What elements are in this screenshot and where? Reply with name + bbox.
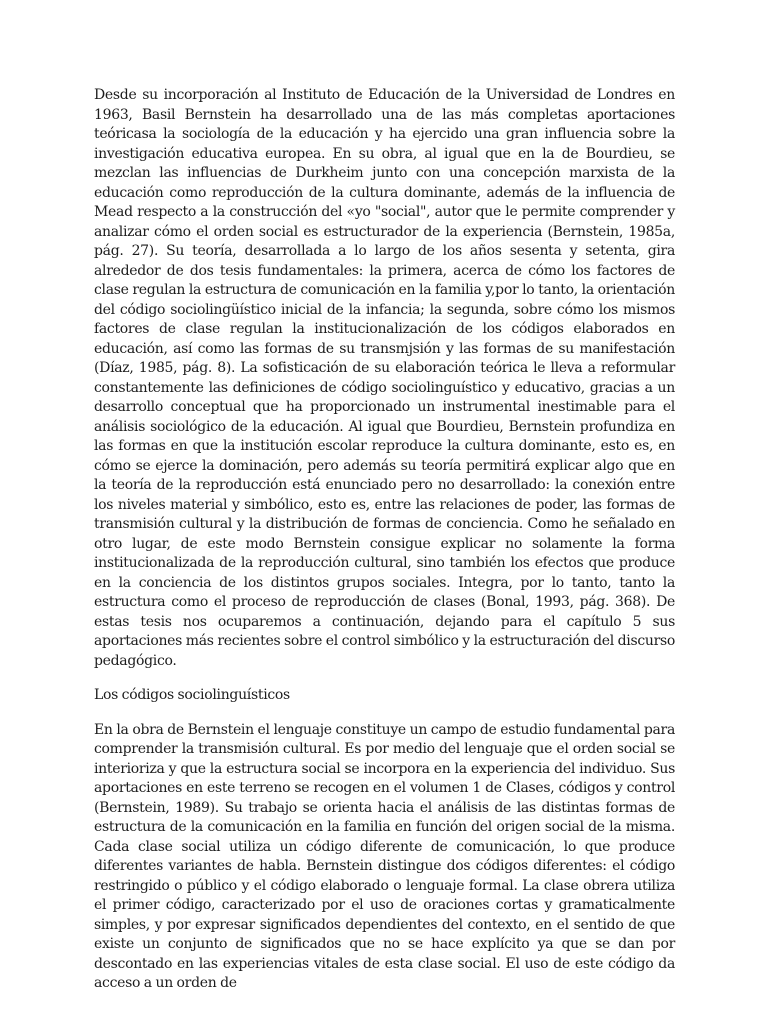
document-page bbox=[94, 86, 675, 994]
section-heading: Los códigos sociolinguísticos bbox=[94, 687, 290, 703]
body-paragraph-codes: En la obra de Bernstein el lenguaje constituye un campo de estudio fundamental para comprender la transmisión cultural. Es por medio del lenguaje que el orden social se interioriza y que la estructura social se incorpora en la experiencia del individuo. Sus aportaciones en este terreno se recogen en el volumen 1 de Clases, códigos y control (Bernstein, 1989). Su trabajo se orienta hacia el análisis de las distintas formas de estructura de la comunicación en la familia en función del origen social de la misma. Cada clase social utiliza un código diferente de comunicación, lo que produce diferentes variantes de habla. Bernstein distingue dos códigos diferentes: el código restringido o público y el código elaborado o lenguaje formal. La clase obrera utiliza el primer código, caracterizado por el uso de oraciones cortas y gramaticalmente simples, y por expresar significados dependientes del contexto, en el sentido de que existe un conjunto de significados que no se hace explícito ya que se dan por descontado en las experiencias vitales de esta clase social. El uso de este código da acceso a un orden de bbox=[94, 721, 675, 991]
body-paragraph-intro: Desde su incorporación al Instituto de Educación de la Universidad de Londres en 1963, Basil Bernstein ha desarrollado una de las más completas aportaciones teóricasa la sociología de la educación y ha ejercido una gran influencia sobre la investigación educativa europea. En su obra, al igual que en la de Bourdieu, se mezclan las influencias de Durkheim junto con una concepción marxista de la educación como reproducción de la cultura dominante, además de la influencia de Mead respecto a la construcción del «yo "social", autor que le permite comprender y analizar cómo el orden social es estructurador de la experiencia (Bernstein, 1985a, pág. 27). Su teoría, desarrollada a lo largo de los años sesenta y setenta, gira alrededor de dos tesis fundamentales: la primera, acerca de cómo los factores de clase regulan la estructura de comunicación en la familia y,por lo tanto, la orientación del código sociolingüístico inicial de la infancia; la segunda, sobre cómo los mismos factores de clase regulan la institucionalización de los códigos elaborados en educación, así como las formas de su transmjsión y las formas de su manifestación (Díaz, 1985, pág. 8). La sofisticación de su elaboración teórica le lleva a reformular constantemente las definiciones de código sociolinguístico y educativo, gracias a un desarrollo conceptual que ha proporcionado un instrumental inestimable para el análisis sociológico de la educación. Al igual que Bourdieu, Bernstein profundiza en las formas en que la institución escolar reproduce la cultura dominante, esto es, en cómo se ejerce la dominación, pero además su teoría permitirá explicar algo que en la teoría de la reproducción está enunciado pero no desarrollado: la conexión entre los niveles material y simbólico, esto es, entre las relaciones de poder, las formas de transmisión cultural y la distribución de formas de conciencia. Como he señalado en otro lugar, de este modo Bernstein consigue explicar no solamente la forma institucionalizada de la reproducción cultural, sino también los efectos que produce en la conciencia de los distintos grupos sociales. Integra, por lo tanto, tanto la estructura como el proceso de reproducción de clases (Bonal, 1993, pág. 368). De estas tesis nos ocuparemos a continuación, dejando para el capítulo 5 sus aportaciones más recientes sobre el control simbólico y la estructuración del discurso pedagógico. bbox=[94, 87, 675, 669]
